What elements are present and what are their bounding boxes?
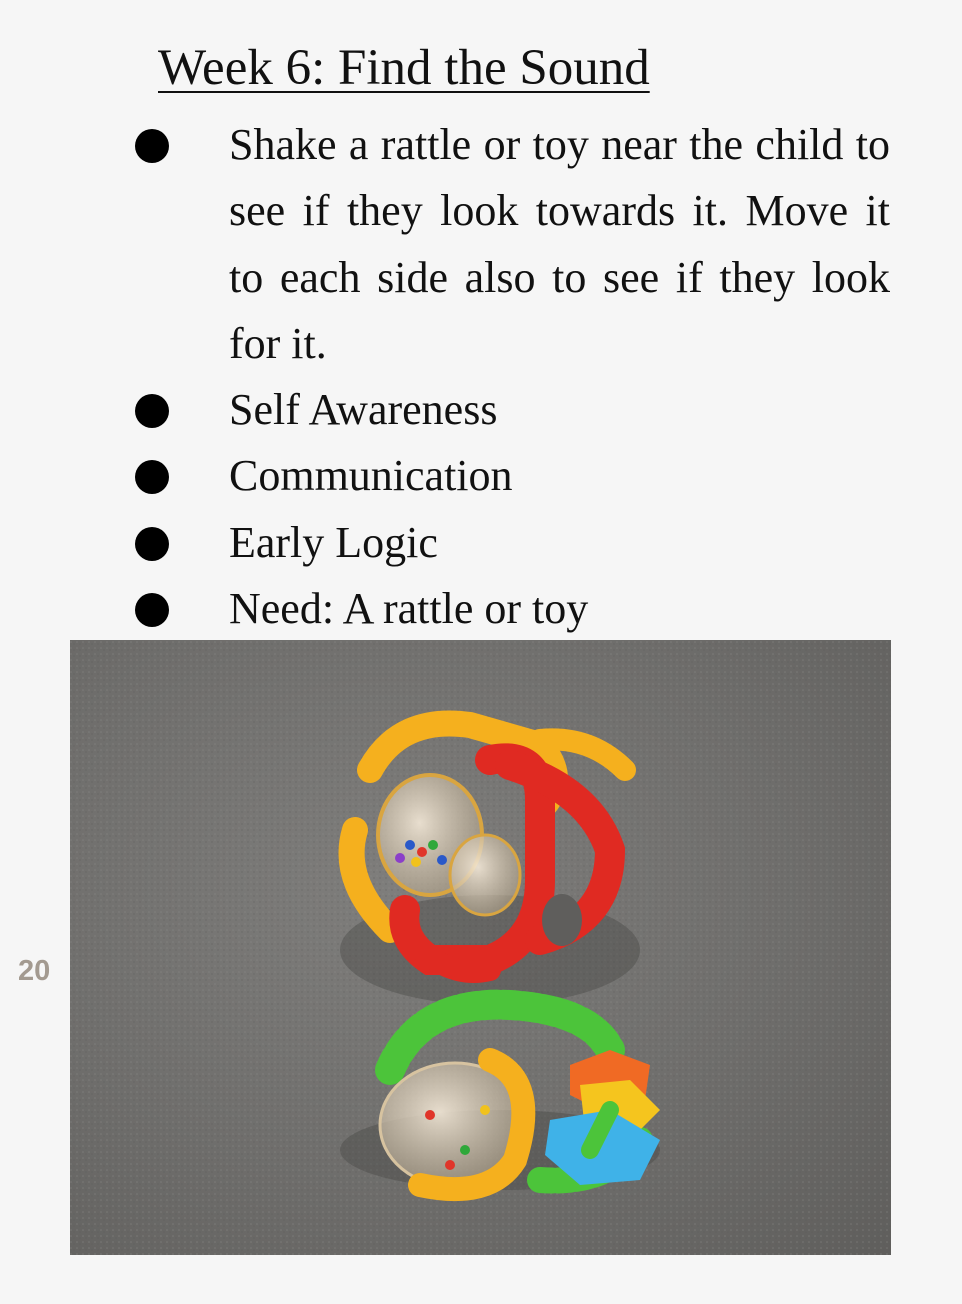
list-item bbox=[0, 576, 890, 642]
bullet-list bbox=[0, 112, 962, 642]
bullet-text: Communication bbox=[229, 451, 513, 501]
rattle-toys-illustration bbox=[70, 640, 891, 1255]
list-item bbox=[0, 112, 890, 377]
list-item bbox=[0, 377, 890, 443]
list-item bbox=[0, 443, 890, 509]
bullet-icon bbox=[135, 593, 169, 627]
bullet-text: Need: A rattle or toy bbox=[229, 584, 589, 634]
bullet-text: Shake a rattle or toy near the child to see if they look towards it. Move it to each side also to see if they look for it. bbox=[229, 120, 890, 368]
bullet-text: Early Logic bbox=[229, 517, 438, 567]
bullet-text: Self Awareness bbox=[229, 385, 498, 435]
bullet-icon bbox=[135, 527, 169, 561]
rattle-toys-photo bbox=[70, 640, 891, 1255]
bullet-icon bbox=[135, 129, 169, 163]
page-number: 20 bbox=[18, 955, 51, 987]
bullet-icon bbox=[135, 460, 169, 494]
list-item bbox=[0, 510, 890, 576]
page-title: Week 6: Find the Sound bbox=[158, 40, 650, 96]
bullet-icon bbox=[135, 394, 169, 428]
